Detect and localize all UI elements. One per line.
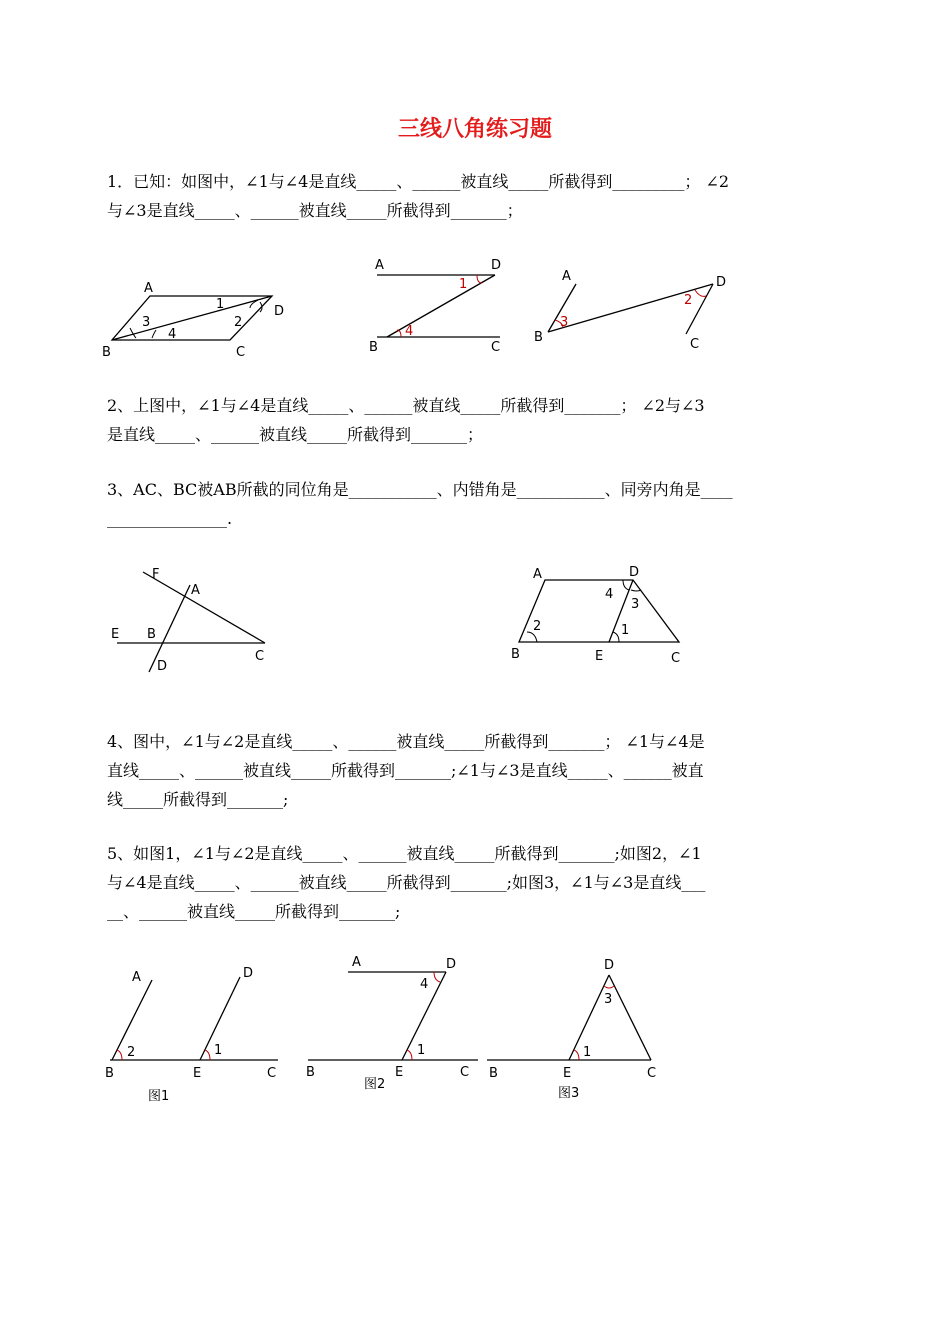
label-angle-1: 1	[583, 1045, 592, 1060]
label-angle-2: 2	[234, 315, 243, 330]
figure-2	[300, 950, 485, 1100]
label-A: A	[191, 583, 200, 598]
label-B: B	[102, 345, 111, 360]
angle-1-arc	[205, 1050, 210, 1060]
label-A: A	[144, 281, 153, 296]
label-angle-1: 1	[417, 1043, 426, 1058]
label-C: C	[255, 649, 265, 664]
label-D: D	[243, 966, 254, 981]
question-2-line-1: 2、上图中，∠1与∠4是直线_____、______被直线_____所截得到_______； ∠2与∠3	[107, 396, 705, 415]
question-4-line-2: 直线_____、______被直线_____所截得到_______;∠1与∠3是直线_____、______被直	[107, 761, 704, 780]
label-C: C	[671, 651, 681, 666]
angle-2-arc	[117, 1050, 122, 1060]
label-B: B	[105, 1066, 114, 1081]
figure-parallelogram	[100, 278, 300, 363]
angle-3-arc	[631, 590, 641, 591]
label-D: D	[274, 304, 285, 319]
question-1-line-1: 1．已知：如图中，∠1与∠4是直线_____、______被直线_____所截得到_________； ∠2	[107, 172, 730, 191]
label-C: C	[491, 340, 501, 355]
label-C: C	[460, 1065, 470, 1080]
question-4	[107, 727, 847, 814]
angle-1-arc	[477, 275, 482, 283]
label-C: C	[236, 345, 246, 360]
figure-triangle	[105, 560, 285, 680]
label-A: A	[533, 567, 542, 582]
figure-trapezoid	[505, 560, 700, 670]
question-1	[107, 167, 847, 225]
figure-2-caption: 图2	[364, 1077, 386, 1092]
page-title: 三线八角练习题	[397, 117, 552, 142]
label-angle-4: 4	[405, 324, 414, 339]
question-1-line-2: 与∠3是直线_____、______被直线_____所截得到_______；	[107, 201, 523, 220]
question-3-line-1: 3、AC、BC被AB所截的同位角是___________、内错角是___________、同旁内角是____	[107, 480, 733, 499]
question-2	[107, 391, 847, 449]
label-C: C	[647, 1066, 657, 1081]
label-D: D	[604, 958, 615, 973]
label-angle-2: 2	[684, 293, 693, 308]
question-3	[107, 475, 847, 533]
label-A: A	[562, 269, 571, 284]
label-angle-1: 1	[459, 277, 468, 292]
question-5-line-1: 5、如图1，∠1与∠2是直线_____、______被直线_____所截得到_______;如图2，∠1	[107, 844, 702, 863]
label-F: F	[152, 567, 160, 582]
label-E: E	[595, 649, 604, 664]
label-D: D	[491, 258, 502, 273]
angle-4-arc	[434, 972, 440, 982]
label-E: E	[563, 1066, 572, 1081]
question-3-line-2: _______________.	[107, 509, 233, 528]
figure-1-caption: 图1	[148, 1089, 170, 1104]
label-A: A	[132, 970, 141, 985]
label-angle-4: 4	[168, 327, 177, 342]
label-D: D	[157, 659, 168, 674]
label-D: D	[446, 957, 457, 972]
label-A: A	[375, 258, 384, 273]
label-angle-2: 2	[127, 1045, 136, 1060]
trapezoid-shape	[519, 580, 679, 642]
label-angle-2: 2	[533, 619, 542, 634]
angle-4-arc	[623, 580, 629, 590]
label-B: B	[489, 1066, 498, 1081]
question-5-line-3: __、______被直线_____所截得到_______;	[107, 902, 401, 921]
line-db	[387, 275, 495, 337]
question-5-line-2: 与∠4是直线_____、______被直线_____所截得到_______;如图3，∠1与∠3是直线___	[107, 873, 706, 892]
label-B: B	[147, 627, 156, 642]
line-fa-c	[143, 572, 265, 643]
label-angle-3: 3	[604, 992, 613, 1007]
label-B: B	[534, 330, 543, 345]
label-B: B	[306, 1065, 315, 1080]
question-5	[107, 839, 847, 926]
figure-zigzag	[530, 262, 730, 352]
angle-1-arc	[407, 1050, 412, 1060]
figure-z-shape	[365, 255, 515, 355]
angle-2-arc	[695, 290, 706, 296]
figure-3-caption: 图3	[558, 1086, 580, 1100]
label-C: C	[267, 1066, 277, 1081]
label-E: E	[193, 1066, 202, 1081]
question-4-line-3: 线_____所截得到_______;	[107, 790, 289, 809]
label-angle-1: 1	[214, 1043, 223, 1058]
angle-4-arc	[152, 330, 156, 338]
line-bd	[548, 284, 713, 332]
label-angle-3: 3	[142, 315, 151, 330]
label-D: D	[629, 565, 640, 580]
label-E: E	[395, 1065, 404, 1080]
label-angle-4: 4	[420, 977, 429, 992]
label-angle-3: 3	[560, 315, 569, 330]
angle-3-arc	[604, 986, 614, 988]
angle-1-arc	[613, 632, 619, 642]
label-angle-4: 4	[605, 587, 614, 602]
question-4-line-1: 4、图中，∠1与∠2是直线_____、______被直线_____所截得到_______； ∠1与∠4是	[107, 732, 705, 751]
label-angle-1: 1	[621, 623, 630, 638]
line-dc	[686, 284, 713, 334]
figure-1	[100, 955, 285, 1110]
line-dc	[609, 975, 651, 1060]
label-B: B	[511, 647, 520, 662]
question-2-line-2: 是直线_____、______被直线_____所截得到_______；	[107, 425, 484, 444]
figure-3	[483, 955, 668, 1100]
label-angle-1: 1	[216, 297, 225, 312]
diagonal-bd	[112, 296, 272, 340]
label-B: B	[369, 340, 378, 355]
label-A: A	[352, 955, 361, 970]
label-E: E	[111, 627, 120, 642]
angle-1-arc	[574, 1050, 579, 1060]
label-D: D	[716, 275, 727, 290]
label-angle-3: 3	[631, 597, 640, 612]
label-C: C	[690, 337, 700, 352]
